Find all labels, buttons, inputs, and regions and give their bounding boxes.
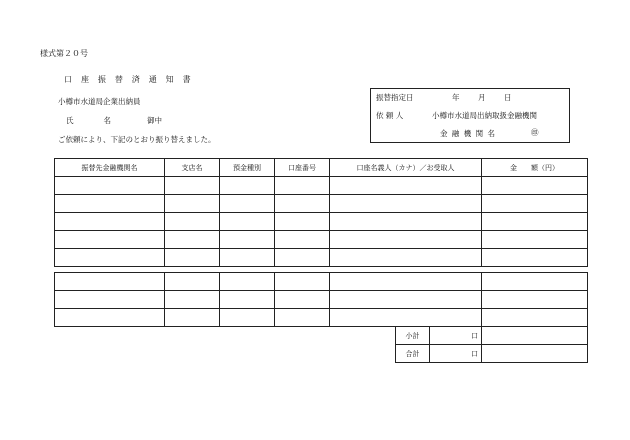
subtotal-row bbox=[396, 327, 588, 345]
header-deposit-type: 預金種別 bbox=[220, 159, 275, 177]
summary-table bbox=[395, 326, 588, 363]
table-row bbox=[55, 249, 588, 267]
header-account-number: 口座番号 bbox=[275, 159, 330, 177]
requester-label: 依 頼 人 bbox=[376, 111, 404, 120]
subtotal-unit: 口 bbox=[430, 327, 482, 345]
subtotal-label: 小計 bbox=[396, 327, 430, 345]
date-label: 振替指定日 bbox=[376, 93, 414, 102]
addressee-name-label: 氏 名 bbox=[66, 116, 111, 125]
requester-value: 小樽市水道局出納取扱金融機関 bbox=[432, 111, 537, 120]
total-row bbox=[396, 345, 588, 363]
header-branch: 支店名 bbox=[165, 159, 220, 177]
header-amount: 金 額（円） bbox=[482, 159, 588, 177]
table-row bbox=[55, 291, 588, 309]
year-label: 年 bbox=[452, 93, 460, 102]
seal-icon: ㊞ bbox=[531, 128, 539, 137]
table-row bbox=[55, 213, 588, 231]
table-row bbox=[55, 309, 588, 327]
total-label: 合計 bbox=[396, 345, 430, 363]
transfer-table-lower bbox=[54, 272, 588, 327]
addressee-honorific: 御中 bbox=[147, 116, 162, 125]
table-row bbox=[55, 177, 588, 195]
table-row bbox=[55, 231, 588, 249]
month-label: 月 bbox=[478, 93, 486, 102]
table-row bbox=[55, 195, 588, 213]
day-label: 日 bbox=[504, 93, 512, 102]
message: ご依頼により、下記のとおり振り替えました。 bbox=[58, 135, 216, 144]
bank-label: 金 融 機 関 名 bbox=[440, 129, 497, 138]
header-bank: 振替先金融機関名 bbox=[55, 159, 165, 177]
table-header-row bbox=[55, 159, 588, 177]
form-number: 様式第２０号 bbox=[40, 49, 88, 58]
table-row bbox=[55, 273, 588, 291]
addressee-org: 小樽市水道局企業出納員 bbox=[58, 97, 141, 106]
header-account-holder: 口座名義人（カナ）／お受取人 bbox=[330, 159, 482, 177]
page-title: 口 座 振 替 済 通 知 書 bbox=[64, 75, 194, 84]
transfer-table-upper bbox=[54, 158, 588, 267]
total-unit: 口 bbox=[430, 345, 482, 363]
